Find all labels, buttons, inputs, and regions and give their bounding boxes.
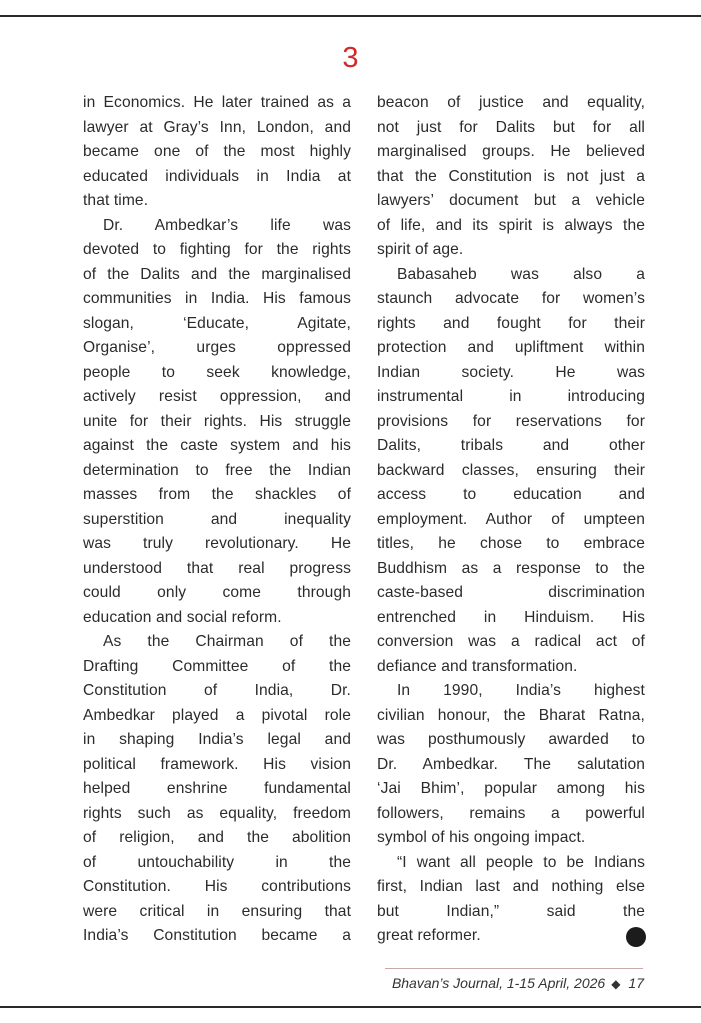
text-line: rights such as equality, freedom <box>83 804 351 822</box>
text-line: Drafting Committee of the <box>83 657 351 675</box>
text-line: symbol of his ongoing impact. <box>377 829 586 846</box>
diamond-icon: ◆ <box>611 977 621 991</box>
text-line: actively resist oppression, and <box>83 388 351 405</box>
end-of-article-bullet-icon <box>626 927 646 947</box>
text-line: marginalised groups. He believed <box>377 143 645 160</box>
text-line: India’s Constitution became a <box>83 927 351 944</box>
text-line: beacon of justice and equality, <box>377 94 645 111</box>
text-line: Dr. Ambedkar’s life was <box>103 216 351 234</box>
right-text-column <box>377 91 645 949</box>
text-line: backward classes, ensuring their <box>377 461 645 479</box>
text-line: people to seek knowledge, <box>83 363 351 381</box>
left-text-column <box>83 91 351 949</box>
text-line: great reformer. <box>377 927 481 944</box>
text-line: lawyers’ document but a vehicle <box>377 192 645 209</box>
text-line: that the Constitution is not just a <box>377 167 645 185</box>
text-line: unite for their rights. His struggle <box>83 412 351 430</box>
text-line: employment. Author of umpteen <box>377 510 645 528</box>
text-line: followers, remains a powerful <box>377 804 645 822</box>
text-line: Buddhism as a response to the <box>377 559 645 577</box>
footer-divider <box>385 968 643 969</box>
text-line: Organise’, urges oppressed <box>83 339 351 356</box>
text-line: “I want all people to be Indians <box>397 853 645 871</box>
text-line: against the caste system and his <box>83 437 351 454</box>
page-number: 17 <box>628 975 644 991</box>
text-line: in shaping India’s legal and <box>83 731 351 748</box>
text-line: spirit of age. <box>377 241 464 258</box>
text-line: rights and fought for their <box>377 314 645 332</box>
text-line: provisions for reservations for <box>377 412 645 430</box>
text-line: As the Chairman of the <box>103 633 351 650</box>
text-line: civilian honour, the Bharat Ratna, <box>377 706 645 724</box>
text-line: In 1990, India’s highest <box>397 682 645 699</box>
text-line: education and social reform. <box>83 608 282 626</box>
text-line: lawyer at Gray’s Inn, London, and <box>83 118 351 136</box>
text-line: entrenched in Hinduism. His <box>377 608 645 626</box>
text-line: were critical in ensuring that <box>83 902 351 920</box>
text-line: protection and upliftment within <box>377 339 645 356</box>
text-line: instrumental in introducing <box>377 388 645 405</box>
text-line: slogan, ‘Educate, Agitate, <box>83 314 351 332</box>
text-line: access to education and <box>377 486 645 503</box>
text-line: ‘Jai Bhim’, popular among his <box>377 780 645 797</box>
text-line: conversion was a radical act of <box>377 633 645 650</box>
page-footer <box>380 975 644 991</box>
text-line: titles, he chose to embrace <box>377 535 645 552</box>
publication-info: Bhavan’s Journal, 1-15 April, 2026 <box>391 975 606 991</box>
text-line: Babasaheb was also a <box>397 265 645 283</box>
section-number: 3 <box>342 42 359 74</box>
text-line: superstition and inequality <box>83 510 351 528</box>
bottom-border-rule <box>0 1006 701 1008</box>
text-line: Constitution of India, Dr. <box>83 682 351 699</box>
text-line: Dr. Ambedkar. The salutation <box>377 755 645 773</box>
text-line: first, Indian last and nothing else <box>377 878 645 895</box>
text-line: not just for Dalits but for all <box>377 118 645 136</box>
text-line: communities in India. His famous <box>83 290 351 307</box>
text-line: understood that real progress <box>83 559 351 577</box>
text-line: was posthumously awarded to <box>377 731 645 748</box>
text-line: masses from the shackles of <box>83 486 351 503</box>
text-line: could only come through <box>83 584 351 601</box>
text-line: that time. <box>83 192 149 209</box>
text-line: Dalits, tribals and other <box>377 437 645 454</box>
text-line: of religion, and the abolition <box>83 829 351 846</box>
text-line: of the Dalits and the marginalised <box>83 265 351 283</box>
text-line: caste-based discrimination <box>377 584 645 601</box>
text-line: Ambedkar played a pivotal role <box>83 706 351 724</box>
text-line: of untouchability in the <box>83 853 351 871</box>
text-line: determination to free the Indian <box>83 461 351 479</box>
text-line: educated individuals in India at <box>83 167 351 185</box>
text-line: but Indian,” said the <box>377 902 645 920</box>
text-line: in Economics. He later trained as a <box>83 94 351 111</box>
top-border-rule <box>0 15 701 17</box>
text-line: Constitution. His contributions <box>83 878 351 895</box>
text-line: of life, and its spirit is always the <box>377 216 645 234</box>
text-line: defiance and transformation. <box>377 657 578 675</box>
text-line: devoted to fighting for the rights <box>83 241 351 258</box>
text-line: Indian society. He was <box>377 363 645 381</box>
text-line: political framework. His vision <box>83 755 351 773</box>
text-line: staunch advocate for women’s <box>377 290 645 307</box>
text-line: helped enshrine fundamental <box>83 780 351 797</box>
text-line: was truly revolutionary. He <box>83 535 351 552</box>
text-line: became one of the most highly <box>83 143 351 160</box>
